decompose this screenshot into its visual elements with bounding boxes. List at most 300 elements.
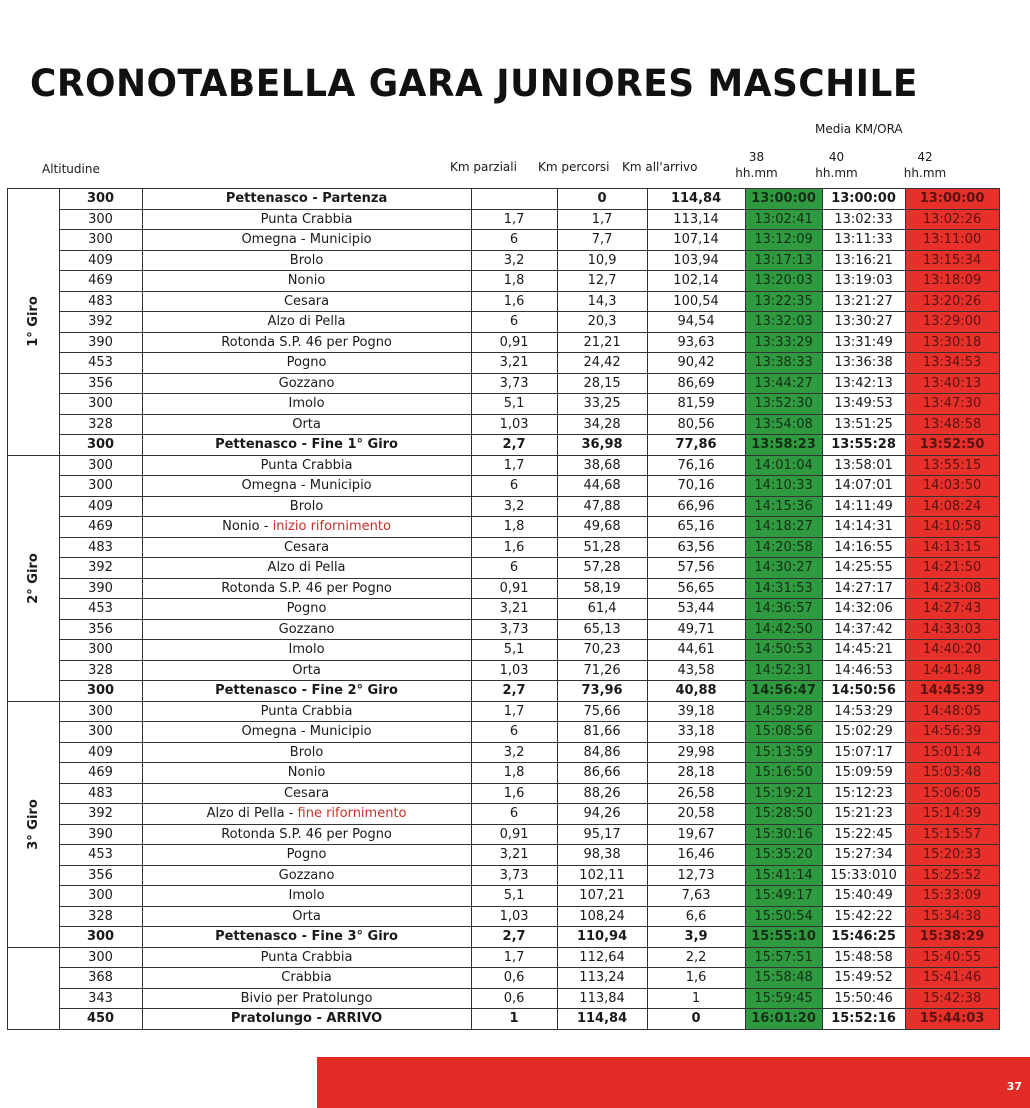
time-38-cell: 13:38:33: [745, 353, 822, 374]
location-name: Omegna - Municipio: [241, 724, 372, 740]
altitude-cell: 356: [59, 865, 142, 886]
time-42-cell: 15:03:48: [905, 763, 999, 784]
km-percorsi-cell: 38,68: [557, 455, 647, 476]
time-38-cell: 15:13:59: [745, 742, 822, 763]
km-arrivo-cell: 39,18: [647, 701, 745, 722]
km-percorsi-cell: 81,66: [557, 722, 647, 743]
altitude-cell: 300: [59, 435, 142, 456]
location-cell: [142, 250, 471, 271]
time-42-cell: 13:52:50: [905, 435, 999, 456]
altitude-cell: 409: [59, 496, 142, 517]
speed-value: 38: [748, 150, 765, 164]
km-parziali-cell: 3,73: [471, 619, 557, 640]
location-name: Cesara: [283, 785, 330, 801]
altitude-cell: 300: [59, 722, 142, 743]
time-38-cell: 15:59:45: [745, 988, 822, 1009]
table-row: [8, 230, 1000, 251]
time-42-cell: 13:47:30: [905, 394, 999, 415]
km-arrivo-cell: 44,61: [647, 640, 745, 661]
time-40-cell: 14:25:55: [822, 558, 905, 579]
location-cell: [142, 968, 471, 989]
altitude-cell: 390: [59, 824, 142, 845]
location-name: Pettenasco - Fine 3° Giro: [215, 929, 398, 945]
location-name: Crabbia: [281, 970, 332, 986]
time-42-cell: 15:38:29: [905, 927, 999, 948]
km-arrivo-cell: 49,71: [647, 619, 745, 640]
km-parziali-cell: 1: [471, 1009, 557, 1030]
km-arrivo-cell: 102,14: [647, 271, 745, 292]
km-parziali-cell: 2,7: [471, 681, 557, 702]
km-percorsi-cell: 71,26: [557, 660, 647, 681]
time-40-cell: 15:40:49: [822, 886, 905, 907]
location-cell: [142, 455, 471, 476]
altitude-cell: 300: [59, 230, 142, 251]
time-40-cell: 14:50:56: [822, 681, 905, 702]
time-42-cell: 14:21:50: [905, 558, 999, 579]
location-cell: [142, 373, 471, 394]
table-row: [8, 865, 1000, 886]
time-42-cell: 13:15:34: [905, 250, 999, 271]
location-cell: [142, 660, 471, 681]
km-parziali-cell: 3,21: [471, 845, 557, 866]
km-parziali-cell: 6: [471, 312, 557, 333]
giro-label-cell: [8, 701, 60, 947]
time-38-cell: 16:01:20: [745, 1009, 822, 1030]
km-percorsi-cell: 61,4: [557, 599, 647, 620]
altitude-cell: 328: [59, 906, 142, 927]
km-percorsi-cell: 58,19: [557, 578, 647, 599]
km-parziali-cell: 6: [471, 558, 557, 579]
time-42-cell: 13:48:58: [905, 414, 999, 435]
time-40-cell: 14:45:21: [822, 640, 905, 661]
time-38-cell: 13:58:23: [745, 435, 822, 456]
time-42-cell: 15:34:38: [905, 906, 999, 927]
km-percorsi-cell: 7,7: [557, 230, 647, 251]
time-40-cell: 13:19:03: [822, 271, 905, 292]
km-arrivo-cell: 0: [647, 1009, 745, 1030]
altitude-cell: 390: [59, 332, 142, 353]
km-percorsi-cell: 24,42: [557, 353, 647, 374]
location-cell: [142, 865, 471, 886]
table-row: [8, 722, 1000, 743]
time-40-cell: 13:36:38: [822, 353, 905, 374]
timetable-body: [8, 189, 1000, 1030]
km-parziali-cell: 1,6: [471, 783, 557, 804]
km-percorsi-cell: 73,96: [557, 681, 647, 702]
time-40-cell: 13:11:33: [822, 230, 905, 251]
location-name: Punta Crabbia: [260, 457, 353, 473]
km-percorsi-cell: 86,66: [557, 763, 647, 784]
altitude-cell: 300: [59, 947, 142, 968]
km-parziali-cell: 3,21: [471, 599, 557, 620]
speed-unit: hh.mm: [735, 166, 778, 180]
km-arrivo-cell: 93,63: [647, 332, 745, 353]
km-percorsi-cell: 21,21: [557, 332, 647, 353]
table-row: [8, 476, 1000, 497]
km-percorsi-cell: 44,68: [557, 476, 647, 497]
location-name: Punta Crabbia: [260, 211, 353, 227]
km-arrivo-cell: 16,46: [647, 845, 745, 866]
media-label: Media KM/ORA: [815, 122, 903, 136]
km-arrivo-cell: 56,65: [647, 578, 745, 599]
km-percorsi-cell: 84,86: [557, 742, 647, 763]
table-row: [8, 906, 1000, 927]
time-42-cell: 14:40:20: [905, 640, 999, 661]
time-40-cell: 14:53:29: [822, 701, 905, 722]
location-cell: [142, 209, 471, 230]
location-cell: [142, 537, 471, 558]
location-name: Rotonda S.P. 46 per Pogno: [221, 334, 392, 350]
km-parziali-cell: 0,6: [471, 968, 557, 989]
altitude-cell: 300: [59, 189, 142, 210]
km-parziali-cell: 1,03: [471, 906, 557, 927]
km-arrivo-cell: 6,6: [647, 906, 745, 927]
km-arrivo-cell: 81,59: [647, 394, 745, 415]
km-parziali-cell: 1,6: [471, 537, 557, 558]
km-percorsi-cell: 49,68: [557, 517, 647, 538]
km-arrivo-cell: 80,56: [647, 414, 745, 435]
table-row: [8, 927, 1000, 948]
altitude-cell: 392: [59, 312, 142, 333]
time-38-cell: 15:35:20: [745, 845, 822, 866]
location-cell: [142, 558, 471, 579]
km-percorsi-cell: 33,25: [557, 394, 647, 415]
time-38-cell: 13:44:27: [745, 373, 822, 394]
giro-label: 3° Giro: [25, 798, 41, 850]
location-cell: [142, 619, 471, 640]
km-parziali-cell: 3,73: [471, 865, 557, 886]
time-40-cell: 15:52:16: [822, 1009, 905, 1030]
time-40-cell: 15:22:45: [822, 824, 905, 845]
km-percorsi-cell: 94,26: [557, 804, 647, 825]
km-percorsi-cell: 114,84: [557, 1009, 647, 1030]
speed-unit: hh.mm: [903, 166, 947, 180]
km-percorsi-cell: 47,88: [557, 496, 647, 517]
km-arrivo-cell: 40,88: [647, 681, 745, 702]
location-name: Alzo di Pella: [267, 560, 346, 576]
table-row: [8, 496, 1000, 517]
col-header-altitudine: Altitudine: [42, 162, 100, 176]
km-arrivo-cell: 113,14: [647, 209, 745, 230]
time-38-cell: 13:20:03: [745, 271, 822, 292]
refuel-note: fine rifornimento: [297, 806, 407, 822]
altitude-cell: 343: [59, 988, 142, 1009]
table-row: [8, 824, 1000, 845]
km-percorsi-cell: 65,13: [557, 619, 647, 640]
time-40-cell: 13:58:01: [822, 455, 905, 476]
time-38-cell: 14:15:36: [745, 496, 822, 517]
altitude-cell: 450: [59, 1009, 142, 1030]
time-42-cell: 13:40:13: [905, 373, 999, 394]
km-percorsi-cell: 0: [557, 189, 647, 210]
table-row: [8, 968, 1000, 989]
altitude-cell: 409: [59, 742, 142, 763]
time-42-cell: 15:01:14: [905, 742, 999, 763]
location-cell: [142, 906, 471, 927]
giro-label: 1° Giro: [25, 296, 41, 348]
altitude-cell: 300: [59, 209, 142, 230]
time-40-cell: 13:16:21: [822, 250, 905, 271]
table-row: [8, 681, 1000, 702]
table-row: [8, 271, 1000, 292]
table-row: [8, 660, 1000, 681]
time-38-cell: 14:31:53: [745, 578, 822, 599]
km-parziali-cell: 1,7: [471, 209, 557, 230]
time-38-cell: 13:00:00: [745, 189, 822, 210]
table-row: [8, 701, 1000, 722]
table-row: [8, 558, 1000, 579]
time-42-cell: 13:20:26: [905, 291, 999, 312]
altitude-cell: 469: [59, 271, 142, 292]
km-arrivo-cell: 1,6: [647, 968, 745, 989]
km-arrivo-cell: 1: [647, 988, 745, 1009]
time-38-cell: 15:08:56: [745, 722, 822, 743]
time-42-cell: 15:40:55: [905, 947, 999, 968]
time-38-cell: 13:54:08: [745, 414, 822, 435]
km-arrivo-cell: 2,2: [647, 947, 745, 968]
altitude-cell: 300: [59, 886, 142, 907]
time-42-cell: 14:48:05: [905, 701, 999, 722]
km-percorsi-cell: 98,38: [557, 845, 647, 866]
location-name: Cesara: [283, 539, 330, 555]
km-arrivo-cell: 77,86: [647, 435, 745, 456]
location-name: Cesara: [283, 293, 330, 309]
time-42-cell: 14:23:08: [905, 578, 999, 599]
time-40-cell: 14:11:49: [822, 496, 905, 517]
time-40-cell: 15:48:58: [822, 947, 905, 968]
time-42-cell: 14:10:58: [905, 517, 999, 538]
location-name: Alzo di Pella -: [206, 806, 298, 822]
km-parziali-cell: 0,6: [471, 988, 557, 1009]
location-cell: [142, 640, 471, 661]
time-38-cell: 13:33:29: [745, 332, 822, 353]
altitude-cell: 328: [59, 660, 142, 681]
km-percorsi-cell: 113,24: [557, 968, 647, 989]
location-cell: [142, 804, 471, 825]
location-name: Pogno: [286, 847, 327, 863]
km-arrivo-cell: 70,16: [647, 476, 745, 497]
location-name: Gozzano: [278, 621, 335, 637]
location-name: Pogno: [286, 355, 327, 371]
time-40-cell: 15:33:010: [822, 865, 905, 886]
location-cell: [142, 701, 471, 722]
location-cell: [142, 763, 471, 784]
km-parziali-cell: 6: [471, 804, 557, 825]
time-42-cell: 13:55:15: [905, 455, 999, 476]
time-42-cell: 15:33:09: [905, 886, 999, 907]
location-name: Gozzano: [278, 375, 335, 391]
altitude-cell: 483: [59, 291, 142, 312]
time-42-cell: 13:30:18: [905, 332, 999, 353]
km-parziali-cell: 1,8: [471, 517, 557, 538]
time-40-cell: 14:32:06: [822, 599, 905, 620]
altitude-cell: 300: [59, 394, 142, 415]
time-42-cell: 15:25:52: [905, 865, 999, 886]
time-38-cell: 15:41:14: [745, 865, 822, 886]
km-parziali-cell: 0,91: [471, 578, 557, 599]
speed-unit: hh.mm: [815, 166, 858, 180]
km-arrivo-cell: 28,18: [647, 763, 745, 784]
time-38-cell: 13:12:09: [745, 230, 822, 251]
km-parziali-cell: [471, 189, 557, 210]
time-38-cell: 14:10:33: [745, 476, 822, 497]
table-row: [8, 988, 1000, 1009]
altitude-cell: 409: [59, 250, 142, 271]
table-row: [8, 599, 1000, 620]
time-38-cell: 14:42:50: [745, 619, 822, 640]
col-header-speed-40: [795, 149, 878, 181]
km-parziali-cell: 6: [471, 230, 557, 251]
altitude-cell: 328: [59, 414, 142, 435]
location-cell: [142, 599, 471, 620]
time-40-cell: 13:42:13: [822, 373, 905, 394]
location-cell: [142, 1009, 471, 1030]
location-name: Brolo: [289, 498, 324, 514]
time-42-cell: 15:44:03: [905, 1009, 999, 1030]
location-cell: [142, 476, 471, 497]
location-name: Pogno: [286, 601, 327, 617]
time-38-cell: 15:19:21: [745, 783, 822, 804]
altitude-cell: 453: [59, 845, 142, 866]
time-40-cell: 15:09:59: [822, 763, 905, 784]
altitude-cell: 483: [59, 537, 142, 558]
km-arrivo-cell: 94,54: [647, 312, 745, 333]
location-name: Omegna - Municipio: [241, 478, 372, 494]
time-38-cell: 15:30:16: [745, 824, 822, 845]
km-parziali-cell: 3,2: [471, 250, 557, 271]
km-parziali-cell: 0,91: [471, 824, 557, 845]
km-parziali-cell: 5,1: [471, 886, 557, 907]
location-name: Pratolungo - ARRIVO: [230, 1011, 383, 1027]
location-cell: [142, 291, 471, 312]
altitude-cell: 300: [59, 640, 142, 661]
location-cell: [142, 742, 471, 763]
time-38-cell: 14:52:31: [745, 660, 822, 681]
page-number: 37: [1006, 1080, 1022, 1093]
time-38-cell: 13:22:35: [745, 291, 822, 312]
km-arrivo-cell: 100,54: [647, 291, 745, 312]
time-38-cell: 14:30:27: [745, 558, 822, 579]
altitude-cell: 356: [59, 373, 142, 394]
location-name: Punta Crabbia: [260, 703, 353, 719]
km-arrivo-cell: 103,94: [647, 250, 745, 271]
time-42-cell: 15:41:46: [905, 968, 999, 989]
time-40-cell: 15:02:29: [822, 722, 905, 743]
km-arrivo-cell: 90,42: [647, 353, 745, 374]
time-40-cell: 15:49:52: [822, 968, 905, 989]
km-percorsi-cell: 14,3: [557, 291, 647, 312]
time-40-cell: 15:46:25: [822, 927, 905, 948]
location-cell: [142, 517, 471, 538]
km-percorsi-cell: 57,28: [557, 558, 647, 579]
km-parziali-cell: 1,8: [471, 271, 557, 292]
location-cell: [142, 988, 471, 1009]
km-arrivo-cell: 7,63: [647, 886, 745, 907]
km-parziali-cell: 3,2: [471, 742, 557, 763]
time-42-cell: 14:03:50: [905, 476, 999, 497]
altitude-cell: 300: [59, 927, 142, 948]
location-cell: [142, 312, 471, 333]
time-42-cell: 14:13:15: [905, 537, 999, 558]
location-name: Pettenasco - Fine 2° Giro: [215, 683, 398, 699]
km-parziali-cell: 2,7: [471, 435, 557, 456]
km-arrivo-cell: 26,58: [647, 783, 745, 804]
time-38-cell: 14:01:04: [745, 455, 822, 476]
time-40-cell: 14:16:55: [822, 537, 905, 558]
altitude-cell: 453: [59, 599, 142, 620]
altitude-cell: 300: [59, 681, 142, 702]
col-header-speed-38: [718, 149, 795, 181]
table-row: [8, 291, 1000, 312]
location-cell: [142, 681, 471, 702]
km-percorsi-cell: 108,24: [557, 906, 647, 927]
table-row: [8, 640, 1000, 661]
time-42-cell: 13:11:00: [905, 230, 999, 251]
km-arrivo-cell: 33,18: [647, 722, 745, 743]
speed-value: 42: [917, 150, 933, 164]
time-42-cell: 13:00:00: [905, 189, 999, 210]
km-percorsi-cell: 51,28: [557, 537, 647, 558]
location-cell: [142, 824, 471, 845]
time-38-cell: 15:55:10: [745, 927, 822, 948]
time-40-cell: 13:00:00: [822, 189, 905, 210]
table-row: [8, 947, 1000, 968]
time-42-cell: 14:45:39: [905, 681, 999, 702]
location-name: Orta: [292, 662, 321, 678]
km-parziali-cell: 1,7: [471, 701, 557, 722]
time-40-cell: 14:14:31: [822, 517, 905, 538]
time-38-cell: 13:02:41: [745, 209, 822, 230]
table-row: [8, 845, 1000, 866]
time-38-cell: 13:52:30: [745, 394, 822, 415]
location-name: Nonio: [287, 273, 326, 289]
km-parziali-cell: 2,7: [471, 927, 557, 948]
table-row: [8, 763, 1000, 784]
table-row: [8, 394, 1000, 415]
time-42-cell: 14:41:48: [905, 660, 999, 681]
time-38-cell: 14:36:57: [745, 599, 822, 620]
km-parziali-cell: 3,2: [471, 496, 557, 517]
time-40-cell: 14:37:42: [822, 619, 905, 640]
location-name: Rotonda S.P. 46 per Pogno: [221, 580, 392, 596]
time-40-cell: 13:31:49: [822, 332, 905, 353]
col-header-km-arrivo: Km all'arrivo: [622, 160, 698, 174]
km-parziali-cell: 1,6: [471, 291, 557, 312]
km-parziali-cell: 3,73: [471, 373, 557, 394]
giro-label-cell: [8, 947, 60, 1029]
km-arrivo-cell: 20,58: [647, 804, 745, 825]
time-38-cell: 14:56:47: [745, 681, 822, 702]
location-name: Brolo: [289, 744, 324, 760]
km-percorsi-cell: 113,84: [557, 988, 647, 1009]
time-40-cell: 13:21:27: [822, 291, 905, 312]
altitude-cell: 469: [59, 763, 142, 784]
time-38-cell: 15:49:17: [745, 886, 822, 907]
footer-band: [317, 1057, 1030, 1108]
km-parziali-cell: 0,91: [471, 332, 557, 353]
altitude-cell: 469: [59, 517, 142, 538]
km-percorsi-cell: 12,7: [557, 271, 647, 292]
km-arrivo-cell: 107,14: [647, 230, 745, 251]
altitude-cell: 300: [59, 476, 142, 497]
altitude-cell: 392: [59, 558, 142, 579]
altitude-cell: 483: [59, 783, 142, 804]
location-cell: [142, 230, 471, 251]
time-38-cell: 15:28:50: [745, 804, 822, 825]
time-38-cell: 13:17:13: [745, 250, 822, 271]
col-header-km-percorsi: Km percorsi: [538, 160, 610, 174]
refuel-note: inizio rifornimento: [272, 519, 391, 535]
